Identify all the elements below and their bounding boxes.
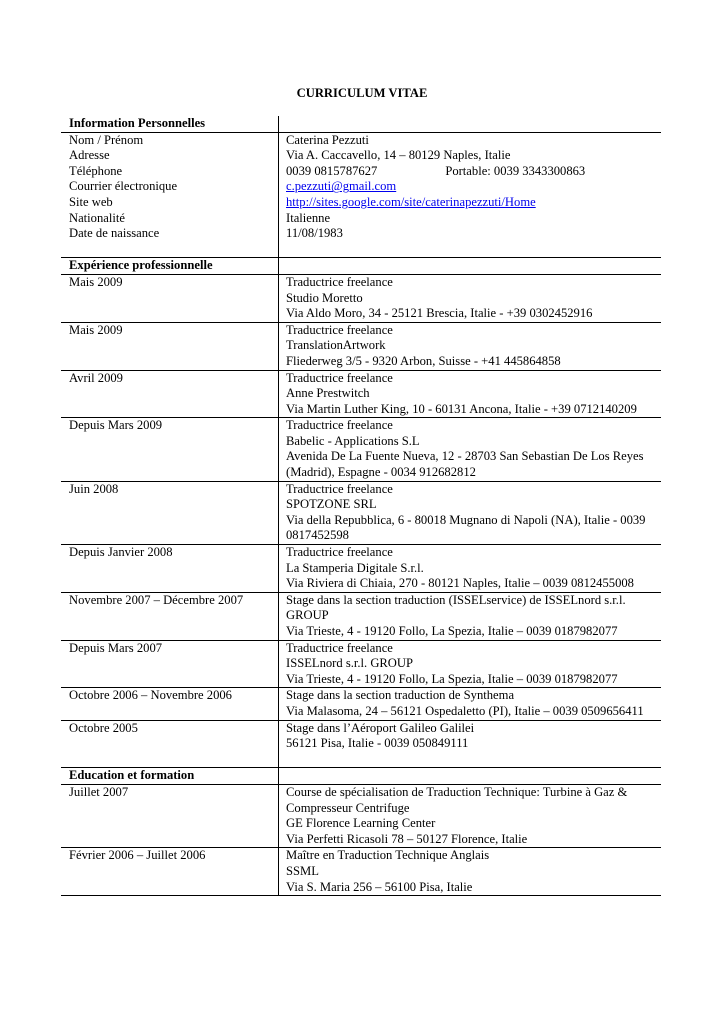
name-value: Caterina Pezzuti xyxy=(286,132,369,147)
section-heading: Education et formation xyxy=(61,768,279,785)
website-link[interactable]: http://sites.google.com/site/caterinapezzuti/Home xyxy=(286,194,536,209)
experience-detail-line: Babelic - Applications S.L xyxy=(286,433,420,448)
education-detail-line: Via S. Maria 256 – 56100 Pisa, Italie xyxy=(286,879,473,894)
name-label: Nom / Prénom xyxy=(69,132,144,147)
education-date: Février 2006 – Juillet 2006 xyxy=(61,848,279,896)
birth-value: 11/08/1983 xyxy=(286,226,343,241)
birth-label: Date de naissance xyxy=(69,226,160,241)
experience-detail-line: Via Malasoma, 24 – 56121 Ospedaletto (PI), Italie – 0039 0509656411 xyxy=(286,703,644,718)
section-header-experience xyxy=(61,258,661,275)
experience-detail-line: Fliederweg 3/5 - 9320 Arbon, Suisse - +41 445864858 xyxy=(286,353,561,368)
experience-date: Octobre 2005 xyxy=(61,720,279,768)
experience-row xyxy=(61,640,661,688)
cv-table xyxy=(61,116,661,896)
experience-detail-line: Traductrice freelance xyxy=(286,418,393,433)
experience-date: Avril 2009 xyxy=(61,370,279,418)
experience-detail-line: Via della Repubblica, 6 - 80018 Mugnano di Napoli (NA), Italie - 0039 0817452598 xyxy=(286,512,646,543)
experience-detail-line: Traductrice freelance xyxy=(286,545,393,560)
nationality-value: Italienne xyxy=(286,210,331,225)
experience-date: Mais 2009 xyxy=(61,274,279,322)
experience-date: Novembre 2007 – Décembre 2007 xyxy=(61,592,279,640)
experience-detail-line: Traductrice freelance xyxy=(286,274,393,289)
phone-label: Téléphone xyxy=(69,163,123,178)
experience-detail-line: La Stamperia Digitale S.r.l. xyxy=(286,560,424,575)
experience-row xyxy=(61,274,661,322)
experience-row xyxy=(61,592,661,640)
experience-date: Depuis Mars 2009 xyxy=(61,418,279,481)
experience-detail-line: Anne Prestwitch xyxy=(286,386,370,401)
experience-detail-line: Stage dans la section traduction de Synthema xyxy=(286,688,515,703)
experience-row xyxy=(61,322,661,370)
experience-row xyxy=(61,688,661,720)
experience-detail-line: Via Aldo Moro, 34 - 25121 Brescia, Italie - +39 0302452916 xyxy=(286,306,593,321)
section-header-education xyxy=(61,768,661,785)
address-value: Via A. Caccavello, 14 – 80129 Naples, Italie xyxy=(286,148,511,163)
website-label: Site web xyxy=(69,194,113,209)
section-heading: Information Personnelles xyxy=(61,116,279,132)
experience-detail-line: Traductrice freelance xyxy=(286,640,393,655)
mobile-value: Portable: 0039 3343300863 xyxy=(445,163,586,178)
experience-row xyxy=(61,370,661,418)
email-link[interactable]: c.pezzuti@gmail.com xyxy=(286,179,397,194)
experience-detail-line: Stage dans l’Aéroport Galileo Galilei xyxy=(286,720,475,735)
experience-row xyxy=(61,481,661,544)
experience-date: Mais 2009 xyxy=(61,322,279,370)
education-row xyxy=(61,784,661,847)
education-detail-line: SSML xyxy=(286,863,319,878)
experience-detail-line: Via Martin Luther King, 10 - 60131 Ancona, Italie - +39 0712140209 xyxy=(286,401,637,416)
nationality-label: Nationalité xyxy=(69,210,125,225)
experience-detail-line: Via Trieste, 4 - 19120 Follo, La Spezia, Italie – 0039 0187982077 xyxy=(286,671,618,686)
experience-date: Juin 2008 xyxy=(61,481,279,544)
section-heading: Expérience professionnelle xyxy=(61,258,279,275)
education-detail-line: Maître en Traduction Technique Anglais xyxy=(286,848,490,863)
experience-detail-line: TranslationArtwork xyxy=(286,338,386,353)
email-label: Courrier électronique xyxy=(69,179,178,194)
experience-date: Octobre 2006 – Novembre 2006 xyxy=(61,688,279,720)
experience-detail-line: Traductrice freelance xyxy=(286,481,393,496)
experience-detail-line: Traductrice freelance xyxy=(286,370,393,385)
experience-row xyxy=(61,720,661,768)
education-detail-line: Via Perfetti Ricasoli 78 – 50127 Florence, Italie xyxy=(286,831,528,846)
experience-detail-line: Via Riviera di Chiaia, 270 - 80121 Naples, Italie – 0039 0812455008 xyxy=(286,576,634,591)
experience-detail-line: 56121 Pisa, Italie - 0039 050849111 xyxy=(286,736,469,751)
experience-row xyxy=(61,418,661,481)
experience-detail-line: SPOTZONE SRL xyxy=(286,497,377,512)
experience-detail-line: Traductrice freelance xyxy=(286,322,393,337)
experience-detail-line: Stage dans la section traduction (ISSELservice) de ISSELnord s.r.l. GROUP xyxy=(286,592,626,623)
experience-row xyxy=(61,545,661,593)
education-detail-line: Course de spécialisation de Traduction Technique: Turbine à Gaz & Compresseur Centrifuge xyxy=(286,784,628,815)
personal-info-row xyxy=(61,132,661,258)
phone-value: 0039 0815787627 xyxy=(286,163,378,178)
experience-date: Depuis Mars 2007 xyxy=(61,640,279,688)
section-header-personal xyxy=(61,116,661,132)
address-label: Adresse xyxy=(69,148,110,163)
education-date: Juillet 2007 xyxy=(61,784,279,847)
education-row xyxy=(61,848,661,896)
document-title: CURRICULUM VITAE xyxy=(296,86,428,100)
experience-detail-line: Studio Moretto xyxy=(286,290,363,305)
experience-date: Depuis Janvier 2008 xyxy=(61,545,279,593)
education-detail-line: GE Florence Learning Center xyxy=(286,816,436,831)
experience-detail-line: Via Trieste, 4 - 19120 Follo, La Spezia, Italie – 0039 0187982077 xyxy=(286,624,618,638)
experience-detail-line: ISSELnord s.r.l. GROUP xyxy=(286,656,414,671)
experience-detail-line: Avenida De La Fuente Nueva, 12 - 28703 San Sebastian De Los Reyes (Madrid), Espagne - 0034 912682812 xyxy=(286,449,644,480)
